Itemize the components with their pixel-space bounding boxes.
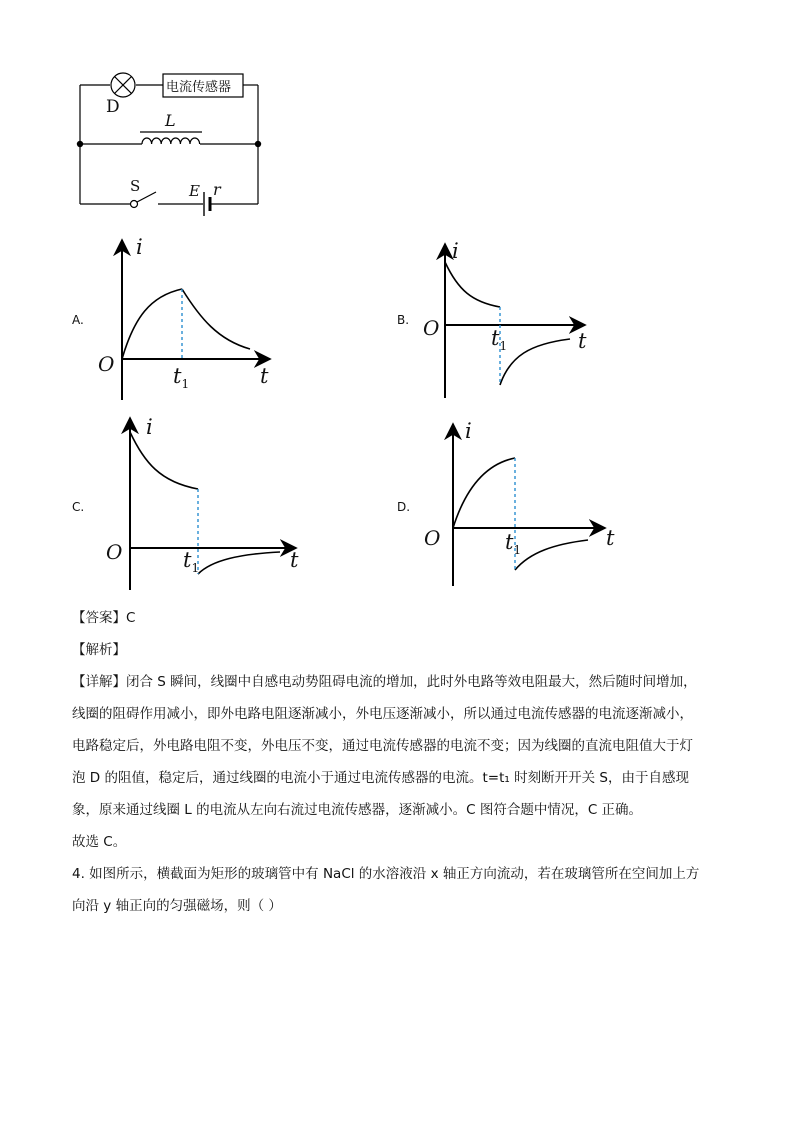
current-curve	[445, 262, 500, 307]
option-d-label: D.	[397, 500, 411, 514]
emf-label: E	[189, 182, 200, 200]
t1-letter: t	[183, 548, 192, 572]
origin-label: O	[98, 352, 115, 376]
inductor-label: L	[165, 111, 176, 130]
battery	[204, 192, 210, 216]
question-4-line-2: 向沿 y 轴正向的匀强磁场，则（ ）	[72, 898, 282, 914]
t1-label	[183, 548, 199, 575]
t1-letter: t	[505, 530, 514, 554]
switch-label: S	[130, 177, 141, 195]
detail-label: 【详解】	[72, 674, 126, 690]
axis-i-label: i	[136, 235, 143, 259]
axis-t-label: t	[290, 548, 299, 572]
t1-letter: t	[491, 326, 500, 350]
current-curve	[500, 339, 570, 385]
junction-dot	[255, 141, 261, 147]
lamp-d	[111, 73, 135, 97]
current-curve	[198, 552, 280, 574]
question-4-line-1: 4. 如图所示，横截面为矩形的玻璃管中有 NaCl 的水溶液沿 x 轴正方向流动，若在玻璃管所在空间加上方	[72, 866, 700, 882]
answer-label: 【答案】	[72, 610, 126, 626]
axis-i-label: i	[146, 415, 153, 439]
graph-d	[453, 424, 605, 586]
junction-dot	[77, 141, 83, 147]
axis-t-label: t	[606, 526, 615, 550]
option-a-label: A.	[72, 313, 84, 327]
detail-line-5: 象，原来通过线圈 L 的电流从左向右流过电流传感器，逐渐减小。C 图符合题中情况，C 正确。	[72, 802, 643, 818]
answer-value: C	[126, 610, 136, 626]
axis-t-label: t	[260, 364, 269, 388]
option-b-label: B.	[397, 313, 410, 327]
detail-line-4: 泡 D 的阻值，稳定后，通过线圈的电流小于通过电流传感器的电流。t=t₁ 时刻断开开关 S，由于自感现	[72, 770, 689, 786]
graph-c	[130, 418, 299, 590]
inductor-coil	[140, 132, 202, 144]
detail-line-3: 电路稳定后，外电路电阻不变，外电压不变，通过电流传感器的电流不变；因为线圈的直流电阻值大于灯	[72, 738, 693, 754]
current-curve	[182, 289, 250, 349]
axis-i-label: i	[465, 419, 472, 443]
t1-subscript: 1	[191, 561, 200, 576]
origin-label: O	[423, 316, 440, 340]
graph-b	[445, 244, 585, 398]
current-curve	[515, 540, 588, 570]
answer-line	[72, 608, 135, 628]
detail-line-1: 【详解】闭合 S 瞬间，线圈中自感电动势阻碍电流的增加，此时外电路等效电阻最大，然后随时间增加，	[72, 674, 697, 690]
detail-line-2: 线圈的阻碍作用减小，即外电路电阻逐渐减小，外电压逐渐减小，所以通过电流传感器的电流逐渐减小，	[72, 706, 693, 722]
t1-subscript: 1	[181, 377, 190, 392]
t1-letter: t	[173, 364, 182, 388]
internal-resistance-label: r	[213, 180, 221, 199]
current-curve	[453, 458, 515, 528]
option-c-label: C.	[72, 500, 85, 514]
origin-label: O	[106, 540, 123, 564]
graph-a	[122, 240, 270, 400]
t1-label	[491, 326, 507, 353]
t1-subscript: 1	[513, 543, 522, 558]
sensor-label: 电流传感器	[166, 80, 232, 95]
lamp-label: D	[106, 97, 120, 117]
current-curve	[122, 289, 182, 359]
axis-i-label: i	[452, 239, 459, 263]
analysis-label: 【解析】	[72, 642, 126, 658]
conclusion-line: 故选 C。	[72, 834, 127, 850]
t1-label	[173, 364, 189, 391]
t1-subscript: 1	[499, 339, 508, 354]
t1-label	[505, 530, 521, 557]
current-curve	[130, 432, 198, 489]
axis-t-label: t	[578, 329, 587, 353]
origin-label: O	[424, 526, 441, 550]
